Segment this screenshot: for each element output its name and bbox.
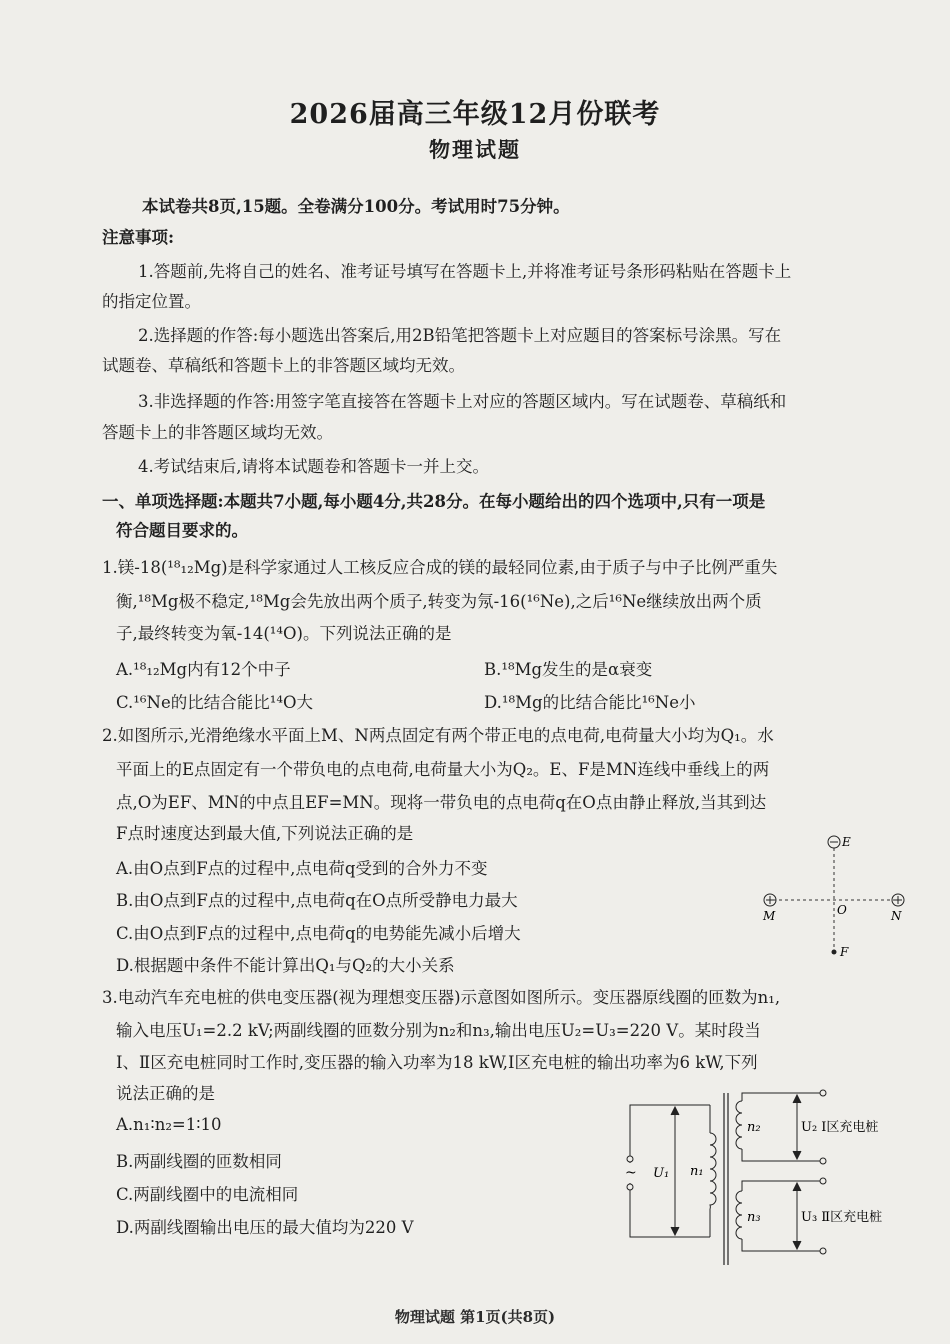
label-zone1-charger: U₂ Ⅰ区充电桩: [801, 1120, 879, 1135]
q1-option-d: D.¹⁸Mg的比结合能比¹⁶Ne小: [484, 693, 696, 712]
q1-option-b: B.¹⁸Mg发生的是α衰变: [484, 660, 653, 679]
label-n1: n₁: [690, 1164, 704, 1179]
subject-title: 物理试题: [429, 137, 521, 162]
q1-option-a: A.¹⁸₁₂Mg内有12个中子: [116, 660, 291, 679]
charge-diagram: [755, 828, 915, 968]
label-f: F: [840, 945, 849, 959]
charge-e-negative: [828, 836, 840, 848]
notice-line: 试题卷、草稿纸和答题卡上的非答题区域均无效。: [102, 356, 465, 375]
q3-option-b: B.两副线圈的匝数相同: [116, 1152, 282, 1171]
label-n2: n₂: [747, 1120, 761, 1135]
q3-option-a: A.n₁∶n₂=1∶10: [116, 1115, 222, 1134]
exam-summary: 本试卷共8页,15题。全卷满分100分。考试用时75分钟。: [142, 197, 570, 216]
q3-stem-line: 3.电动汽车充电桩的供电变压器(视为理想变压器)示意图如图所示。变压器原线圈的匝数为n₁,: [102, 988, 781, 1007]
q1-option-c: C.¹⁶Ne的比结合能比¹⁴O大: [116, 693, 313, 712]
notice-title: 注意事项:: [102, 228, 175, 247]
q3-stem-line: 输入电压U₁=2.2 kV;两副线圈的匝数分别为n₂和n₃,输出电压U₂=U₃=220 V。某时段当: [116, 1021, 761, 1040]
q3-stem-line: Ⅰ、Ⅱ区充电桩同时工作时,变压器的输入功率为18 kW,Ⅰ区充电桩的输出功率为6 kW,下列: [116, 1053, 758, 1072]
q2-option-b: B.由O点到F点的过程中,点电荷q在O点所受静电力最大: [116, 891, 518, 910]
point-f: [832, 950, 837, 955]
secondary-coil-2: [736, 1191, 742, 1239]
section-heading: 一、单项选择题:本题共7小题,每小题4分,共28分。在每小题给出的四个选项中,只有一项是: [102, 492, 766, 511]
notice-line: 答题卡上的非答题区域均无效。: [102, 423, 333, 442]
primary-coil: [710, 1133, 716, 1209]
q3-option-d: D.两副线圈输出电压的最大值均为220 V: [116, 1218, 414, 1237]
section-heading-cont: 符合题目要求的。: [116, 521, 248, 540]
label-m: M: [763, 909, 776, 923]
q3-stem-line: 说法正确的是: [116, 1084, 215, 1103]
label-zone2-charger: U₃ Ⅱ区充电桩: [801, 1210, 883, 1225]
q2-stem-line: F点时速度达到最大值,下列说法正确的是: [116, 824, 414, 843]
label-u1: U₁: [653, 1166, 670, 1181]
notice-line: 的指定位置。: [102, 292, 201, 311]
secondary-coil-1: [736, 1101, 742, 1149]
ac-source-symbol: ~: [625, 1165, 637, 1181]
label-o: O: [837, 903, 847, 917]
label-n: N: [891, 909, 902, 923]
q2-stem-line: 平面上的E点固定有一个带负电的点电荷,电荷量大小为Q₂。E、F是MN连线中垂线上的两: [116, 760, 770, 779]
notice-line: 4.考试结束后,请将本试题卷和答题卡一并上交。: [138, 457, 489, 476]
q1-stem-line: 1.镁-18(¹⁸₁₂Mg)是科学家通过人工核反应合成的镁的最轻同位素,由于质子与中子比例严重失: [102, 558, 778, 577]
notice-line: 3.非选择题的作答:用签字笔直接答在答题卡上对应的答题区域内。写在试题卷、草稿纸和: [138, 392, 787, 411]
page-footer: 物理试题 第1页(共8页): [394, 1308, 556, 1326]
primary-wire-bottom: [630, 1183, 710, 1237]
q3-option-c: C.两副线圈中的电流相同: [116, 1185, 299, 1204]
exam-title: 2026届高三年级12月份联考: [289, 99, 661, 130]
q1-stem-line: 衡,¹⁸Mg极不稳定,¹⁸Mg会先放出两个质子,转变为氖-16(¹⁶Ne),之后¹⁶Ne继续放出两个质: [116, 592, 762, 611]
q1-stem-line: 子,最终转变为氧-14(¹⁴O)。下列说法正确的是: [116, 624, 452, 643]
label-n3: n₃: [747, 1210, 761, 1225]
q2-option-c: C.由O点到F点的过程中,点电荷q的电势能先减小后增大: [116, 924, 521, 943]
q2-stem-line: 点,O为EF、MN的中点且EF=MN。现将一带负电的点电荷q在O点由静止释放,当其到达: [116, 793, 767, 812]
notice-line: 1.答题前,先将自己的姓名、准考证号填写在答题卡上,并将准考证号条形码粘贴在答题卡上: [138, 262, 792, 281]
primary-wire-top: [630, 1105, 710, 1163]
label-e: E: [842, 835, 851, 849]
notice-line: 2.选择题的作答:每小题选出答案后,用2B铅笔把答题卡上对应题目的答案标号涂黑。写在: [138, 326, 782, 345]
q2-option-d: D.根据题中条件不能计算出Q₁与Q₂的大小关系: [116, 956, 455, 975]
transformer-diagram: [615, 1085, 915, 1270]
q2-stem-line: 2.如图所示,光滑绝缘水平面上M、N两点固定有两个带正电的点电荷,电荷量大小均为Q₁。水: [102, 726, 774, 745]
q2-option-a: A.由O点到F点的过程中,点电荷q受到的合外力不变: [116, 859, 488, 878]
